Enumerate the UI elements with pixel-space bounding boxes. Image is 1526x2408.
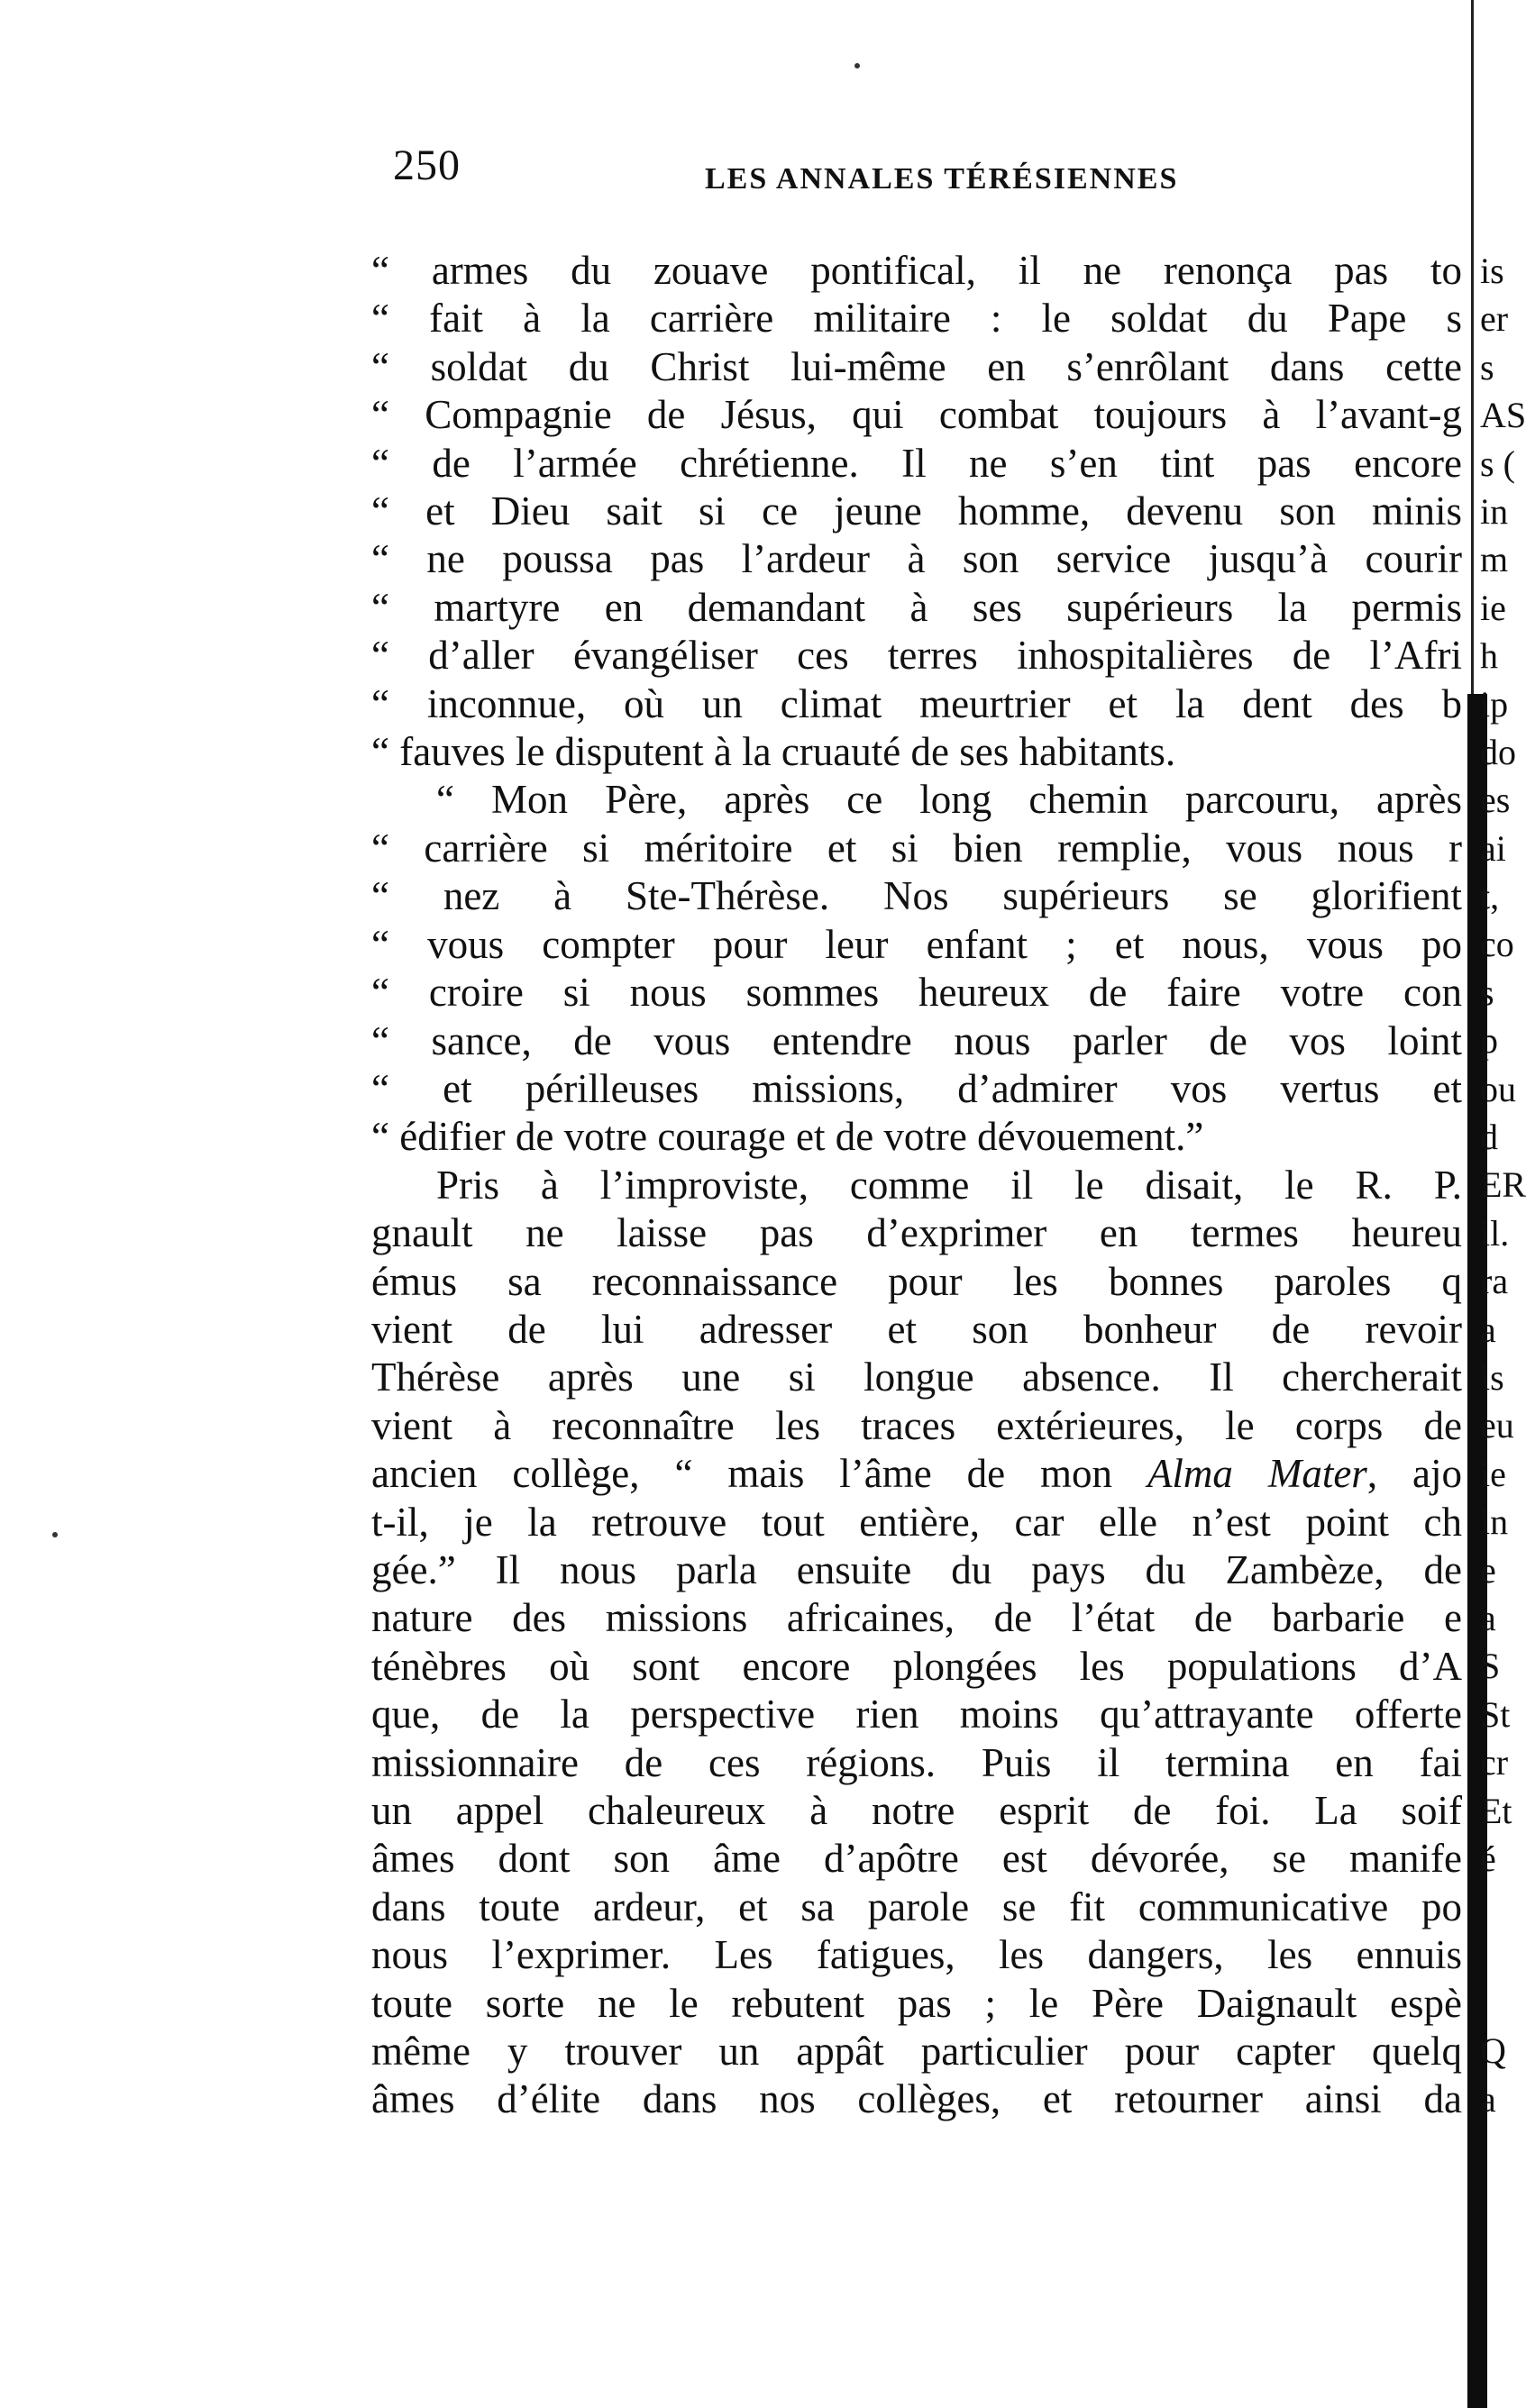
adjacent-page-fragments <box>1480 247 1526 2123</box>
edge-fragment: eu <box>1480 1405 1514 1446</box>
edge-fragment: is <box>1480 251 1504 291</box>
text-line: missionnaire de ces régions. Puis il termina en fai <box>371 1739 1462 1785</box>
edge-fragment: ie <box>1480 1453 1506 1494</box>
text-line: que, de la perspective rien moins qu’attrayante offerte <box>371 1692 1462 1738</box>
edge-fragment: il. <box>1480 1212 1510 1254</box>
text-line: Pris à l’improviste, comme il le disait, le R. P. <box>436 1162 1462 1208</box>
running-head: LES ANNALES TÉRÉSIENNES <box>705 162 1179 196</box>
edge-fragment: a <box>1480 1309 1496 1350</box>
text-line: “ de l’armée chrétienne. Il ne s’en tint pas encore <box>371 440 1462 486</box>
text-line: “ et Dieu sait si ce jeune homme, devenu son minis <box>371 488 1462 534</box>
text-line: “ ne poussa pas l’ardeur à son service jusqu’à courir <box>371 536 1462 582</box>
edge-fragment: in <box>1480 1501 1509 1543</box>
page-number: 250 <box>393 141 461 189</box>
print-speck <box>854 63 860 68</box>
text-line: ténèbres où sont encore plongées les populations d’A <box>371 1643 1462 1689</box>
page-edge-line <box>1471 0 1474 694</box>
edge-fragment: p <box>1480 1020 1498 1062</box>
text-line: toute sorte ne le rebutent pas ; le Père Daignault espè <box>371 1980 1462 2026</box>
body-text <box>371 247 1462 2124</box>
edge-fragment: h <box>1480 635 1498 677</box>
edge-fragment <box>1480 1883 1521 1930</box>
text-line: âmes dont son âme d’apôtre est dévorée, se manife <box>371 1836 1462 1882</box>
text-line: dans toute ardeur, et sa parole se fit communicative po <box>371 1884 1462 1929</box>
edge-fragment: s <box>1480 346 1494 388</box>
text-line: t-il, je la retrouve tout entière, car elle n’est point ch <box>371 1499 1462 1545</box>
edge-fragment: Et <box>1480 1790 1512 1831</box>
edge-fragment: ra <box>1480 1261 1509 1302</box>
text-line: “ croire si nous sommes heureux de faire votre con <box>371 970 1462 1016</box>
text-line: Thérèse après une si longue absence. Il chercherait <box>371 1354 1462 1400</box>
text-line: “ sance, de vous entendre nous parler de vos loint <box>371 1017 1462 1063</box>
edge-fragment: a <box>1480 1597 1496 1638</box>
edge-fragment: do <box>1480 731 1516 772</box>
edge-fragment: ie <box>1480 587 1506 628</box>
edge-fragment: ip <box>1480 683 1509 725</box>
edge-fragment: S <box>1480 1646 1501 1687</box>
edge-fragment: ai <box>1480 827 1506 869</box>
text-line: “ vous compter pour leur enfant ; et nous, vous po <box>371 921 1462 967</box>
italic-phrase: Alma Mater <box>1147 1451 1367 1497</box>
edge-fragment: a <box>1480 2078 1496 2120</box>
text-line: “ nez à Ste-Thérèse. Nos supérieurs se glorifient <box>371 873 1462 919</box>
text-line: nature des missions africaines, de l’état de barbarie e <box>371 1595 1462 1641</box>
edge-fragment: s <box>1480 971 1494 1013</box>
edge-fragment: s ( <box>1480 442 1515 484</box>
edge-fragment: co <box>1480 924 1514 965</box>
edge-fragment: St <box>1480 1693 1511 1735</box>
text-line: même y trouver un appât particulier pour capter quelq <box>371 2029 1462 2075</box>
edge-fragment: m <box>1480 539 1509 580</box>
edge-fragment: in <box>1480 490 1509 532</box>
text-line: “ carrière si méritoire et si bien remplie, vous nous r <box>371 825 1462 871</box>
text-line-italic: ancien collège, “ mais l’âme de mon Alma Mater, ajo <box>371 1451 1462 1497</box>
text-line: vient à reconnaître les traces extérieures, le corps de <box>371 1402 1462 1448</box>
edge-fragment: Q <box>1480 2030 1506 2072</box>
edge-fragment: t, <box>1480 876 1500 917</box>
text-line: gée.” Il nous parla ensuite du pays du Zambèze, de <box>371 1546 1462 1592</box>
edge-fragment: cr <box>1480 1742 1509 1783</box>
text-line: “ martyre en demandant à ses supérieurs la permis <box>371 584 1462 630</box>
text-line: “ Mon Père, après ce long chemin parcouru, après <box>436 777 1462 823</box>
edge-fragment: er <box>1480 298 1509 340</box>
text-line: “ et périlleuses missions, d’admirer vos vertus et <box>371 1065 1462 1111</box>
text-line: “ Compagnie de Jésus, qui combat toujours à l’avant-g <box>371 392 1462 438</box>
text-line: “ d’aller évangéliser ces terres inhospitalières de l’Afri <box>371 633 1462 679</box>
text-line: “ fauves le disputent à la cruauté de ses habitants. <box>371 729 1176 775</box>
text-line: “ fait à la carrière militaire : le soldat du Pape s <box>371 296 1462 342</box>
text-line: émus sa reconnaissance pour les bonnes paroles q <box>371 1258 1462 1304</box>
edge-fragment: e <box>1480 1549 1496 1591</box>
edge-fragment: AS <box>1480 395 1526 436</box>
text-line: “ inconnue, où un climat meurtrier et la dent des b <box>371 680 1462 726</box>
edge-fragment: ER <box>1480 1164 1526 1206</box>
edge-fragment: d <box>1480 1117 1498 1158</box>
edge-fragment: ou <box>1480 1068 1516 1109</box>
edge-fragment: es <box>1480 780 1511 821</box>
text-line: nous l’exprimer. Les fatigues, les dangers, les ennuis <box>371 1932 1462 1978</box>
text-line: un appel chaleureux à notre esprit de foi. La soif <box>371 1788 1462 1833</box>
text-line: vient de lui adresser et son bonheur de revoir <box>371 1306 1462 1352</box>
text-line: “ armes du zouave pontifical, il ne renonça pas to <box>371 248 1462 293</box>
edge-fragment: é <box>1480 1838 1496 1879</box>
edge-fragment <box>1480 1979 1521 2027</box>
text-line: âmes d’élite dans nos collèges, et retourner ainsi da <box>371 2076 1462 2122</box>
print-speck <box>52 1532 58 1537</box>
text-line: “ édifier de votre courage et de votre dévouement.” <box>371 1114 1204 1160</box>
edge-fragment: is <box>1480 1356 1504 1398</box>
edge-fragment <box>1480 1931 1521 1979</box>
text-line: gnault ne laisse pas d’exprimer en termes heureu <box>371 1210 1462 1256</box>
text-line: “ soldat du Christ lui-même en s’enrôlant dans cette <box>371 343 1462 389</box>
